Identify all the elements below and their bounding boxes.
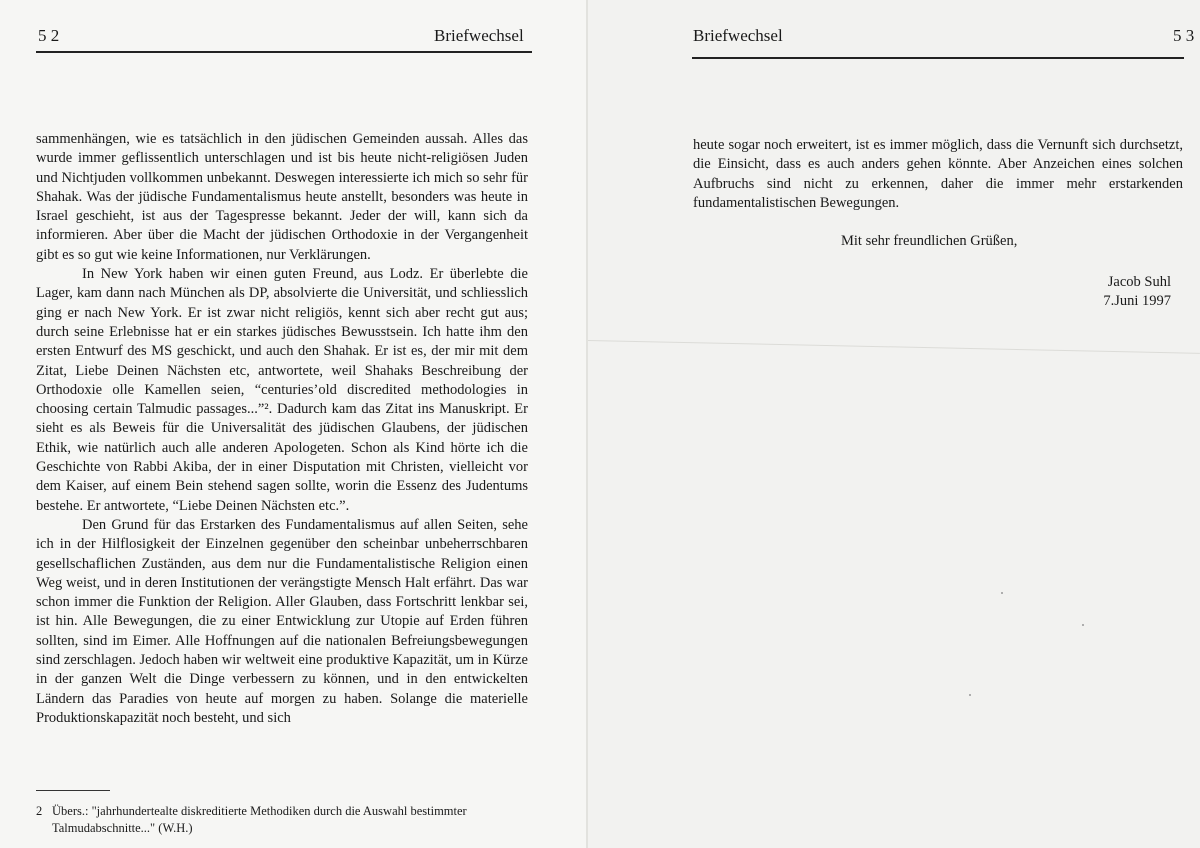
paper-speck bbox=[1082, 624, 1084, 626]
running-title-left: Briefwechsel bbox=[434, 26, 524, 45]
footnote-text: Übers.: "jahrhundertealte diskreditierte Methodiken durch die Auswahl bestimmter Talmudabschnitte..." (W.H.) bbox=[52, 804, 467, 835]
closing-paragraph: heute sogar noch erweitert, ist es immer möglich, dass die Vernunft sich durchsetzt, die Einsicht, dass es auch anders gehen könnte. Aber Anzeichen eines solchen Aufbruchs sind nicht zu erkennen, daher die immer mehr erstarkenden fundamentalistischen Bewegungen. bbox=[693, 137, 1183, 211]
paragraph-1: sammenhängen, wie es tatsächlich in den jüdischen Gemeinden aussah. Alles das wurde immer geflissentlich unterschlagen und ist bis heute nicht-religiösen Juden und Nichtjuden vollkommen unbekannt. Deswegen interessierte ich mich so sehr für Shahak. Was der jüdische Fundamentalismus heute anstellt, besonders was heute in Israel geschieht, ist aus der Tagespresse bekannt. Jeder der will, kann sich da informieren. Aber über die Macht der jüdischen Orthodoxie in der Vergangenheit gibt es so gut wie keine Informationen, nur Verklärungen. bbox=[36, 131, 528, 263]
page-number-left: 5 2 bbox=[38, 26, 60, 45]
right-body-text bbox=[693, 136, 1183, 213]
header-rule-right bbox=[692, 57, 1184, 59]
footnote-number: 2 bbox=[36, 804, 43, 818]
running-title-right: Briefwechsel bbox=[693, 26, 783, 45]
signature-date: 7.Juni 1997 bbox=[1103, 293, 1171, 309]
salutation: Mit sehr freundlichen Grüßen, bbox=[841, 233, 1018, 249]
left-page bbox=[0, 0, 588, 848]
paragraph-3: Den Grund für das Erstarken des Fundamentalismus auf allen Seiten, sehe ich in der Hilflosigkeit der Einzelnen gegenüber den scheinbar unbeherrschbaren gesellschaflichen Zuständen, aus dem nur die Fundamentalistische Religion einen Weg weist, und in deren Institutionen der verängstigte Mensch Halt erfährt. Das war schon immer die Funktion der Religion. Aller Glauben, dass Fortschritt lenkbar sei, ist hin. Alle Bewegungen, die zu einer Entwicklung zur Utopie auf Erden führen sollten, sind im Eimer. Alle Hoffnungen auf die nationalen Befreiungsbewegungen sind zerschlagen. Jedoch haben wir weltweit eine produktive Kapazität, um in Kürze in der ganzen Welt die Dinge verbessern zu können, und in den entwickelten Ländern das Paradies von heute auf morgen zu haben. Solange die materielle Produktionskapazität noch besteht, und sich bbox=[36, 516, 528, 726]
left-body-text bbox=[36, 130, 528, 728]
header-rule-left bbox=[36, 51, 532, 53]
paper-speck bbox=[1001, 592, 1003, 594]
signature-name: Jacob Suhl bbox=[1107, 274, 1171, 290]
footnote-rule bbox=[36, 790, 110, 791]
page-number-right: 5 3 bbox=[1173, 26, 1195, 45]
paragraph-2: In New York haben wir einen guten Freund, aus Lodz. Er überlebte die Lager, kam dann nach München als DP, absolvierte die Universität, und schliesslich ging er nach New York. Er ist zwar nicht religiös, kennt sich aber recht gut aus; durch seine Erlebnisse hat er ein starkes jüdisches Bewusstsein. Ich hatte ihm den ersten Entwurf des MS geschickt, und auch den Shahak. Er ist es, der mir mit dem Zitat, Liebe Deinen Nächsten etc, antwortete, weil Shahaks Beschreibung der Orthodoxie olle Kamellen seien, “centuries’old discredited methodologies in choosing certain Talmudic passages...”². Dadurch kam das Zitat ins Manuskript. Er sieht es als Beweis für die Universalität des jüdischen Glaubens, der jüdischen Ethik, wie natürlich auch alle anderen Apologeten. Schon als Kind hörte ich die Geschichte von Rabbi Akiba, der in einer Disputation mit Christen, vielleicht vor dem Kaiser, auf einem Bein stehend sagen sollte, worin die Essenz des Judentums bestehe. Er antwortete, “Liebe Deinen Nächsten etc.”. bbox=[36, 266, 528, 514]
right-page bbox=[588, 0, 1200, 848]
paper-speck bbox=[969, 694, 971, 696]
footnote bbox=[36, 803, 526, 837]
